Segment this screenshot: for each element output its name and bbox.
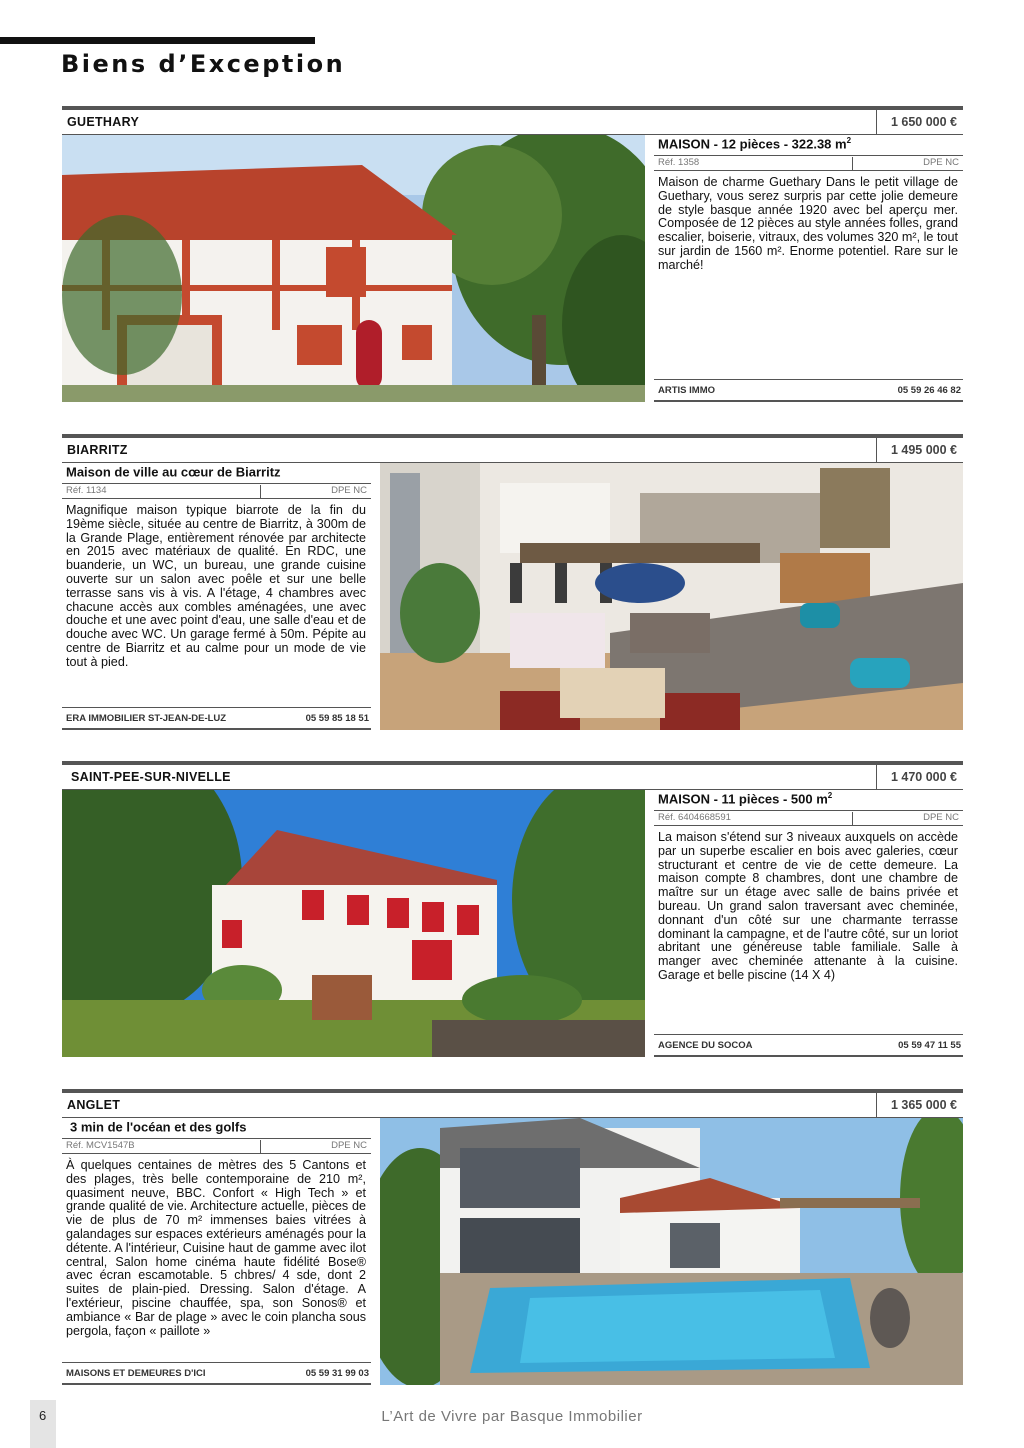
listing-description: La maison s'étend sur 3 niveaux auxquels on accède par un superbe escalier en bois avec galeries, cœur structurant et centre de vie de cette demeure. La maison compte 8 chambres, dont une chambre de maître sur un étage avec salle de bains privée et bureau. Un grand salon traversant avec cheminée, donnant d'un côté sur une charmante terrasse dominant la campagne, et de l'autre côté, sur un loriot abritant une généreuse table familiale. Salle à manger avec cheminée attenante à la cuisine. Garage et belle piscine (14 X 4) [658,830,958,982]
top-accent-bar [0,37,315,44]
price-box [876,1093,963,1117]
listing-photo[interactable] [380,463,963,730]
listing-footer [654,379,963,402]
listing-info [654,135,963,402]
listing-photo[interactable] [62,135,645,402]
listing-header [62,434,963,463]
agency-phone[interactable]: 05 59 26 46 82 [897,385,961,396]
listing-price: 1 470 000 € [890,770,957,784]
listing-saint-pee[interactable] [62,761,963,1061]
page-footer: L’Art de Vivre par Basque Immobilier [381,1408,643,1425]
listing-header [62,761,963,790]
listing-city: BIARRITZ [67,443,128,457]
page-number: 6 [39,1408,47,1423]
listing-biarritz[interactable] [62,434,963,734]
listing-title: MAISON - 12 pièces - 322.38 $m^2$ [658,136,852,152]
listing-title: MAISON - 11 pièces - 500 $m^2$ [658,791,833,807]
listing-info [62,1118,371,1385]
listing-price: 1 365 000 € [890,1098,957,1112]
listing-city: GUETHARY [67,115,140,129]
listing-dpe: DPE NC [260,485,367,498]
listing-anglet[interactable] [62,1089,963,1389]
agency-name[interactable]: AGENCE DU SOCOA [658,1040,753,1051]
listing-info [654,790,963,1057]
agency-phone[interactable]: 05 59 47 11 55 [898,1040,961,1051]
listing-footer [62,1362,371,1385]
ref-row [654,155,963,171]
listing-guethary[interactable] [62,106,963,406]
listing-footer [62,707,371,730]
ref-row [62,1138,371,1154]
listing-price: 1 650 000 € [890,115,957,129]
listing-header [62,106,963,135]
listing-title: Maison de ville au cœur de Biarritz [66,464,281,480]
listing-dpe: DPE NC [260,1140,367,1153]
listing-ref: Réf. 1134 [66,485,107,496]
listing-ref: Réf. 6404668591 [658,812,731,823]
price-box [876,110,963,134]
listing-ref: Réf. 1358 [658,157,700,168]
agency-phone[interactable]: 05 59 85 18 51 [305,713,369,724]
listing-info [62,463,371,730]
price-box [876,438,963,462]
listing-ref: Réf. MCV1547B [66,1140,135,1151]
listing-description: Maison de charme Guethary Dans le petit village de Guethary, vous serez surpris par cette jolie demeure de style basque année 1920 avec bel aperçu mer. Composée de 12 pièces au style années folles, grand escalier, boiserie, vitraux, des volumes 320 m², le tout sur jardin de 1560 m². Enorme potentiel. Rare sur le marché! [658,175,958,272]
agency-phone[interactable]: 05 59 31 99 03 [305,1368,369,1379]
listing-price: 1 495 000 € [890,443,957,457]
listing-footer [654,1034,963,1057]
ref-row [62,483,371,499]
listing-photo[interactable] [380,1118,963,1385]
agency-name[interactable]: MAISONS ET DEMEURES D'ICI [66,1368,206,1379]
agency-name[interactable]: ARTIS IMMO [658,385,715,396]
listing-dpe: DPE NC [852,157,959,170]
agency-name[interactable]: ERA IMMOBILIER ST-JEAN-DE-LUZ [66,713,227,724]
listing-photo[interactable] [62,790,645,1057]
listing-dpe: DPE NC [852,812,959,825]
listing-title: 3 min de l'océan et des golfs [70,1119,247,1135]
listing-description: Magnifique maison typique biarrote de la fin du 19ème siècle, située au centre de Biarritz, à 300m de la Grande Plage, entièrement rénovée par architecte en 2015 avec matériaux de qualité. En RDC, une buanderie, un WC, un bureau, une grande cuisine ouverte sur un salon avec poêle et sur une belle terrasse sans vis à vis. A l'étage, 4 chambres avec chacune accès aux combles aménagées, une avec douche et une avec point d'eau, une salle d'eau et de douche avec WC. Un garage fermé à 50m. Pépite au centre de Biarritz et au calme pour un mode de vie tout à pied. [66,503,366,669]
listing-city: ANGLET [67,1098,121,1112]
ref-row [654,810,963,826]
listing-header [62,1089,963,1118]
listing-description: À quelques centaines de mètres des 5 Cantons et des plages, très belle contemporaine de 210 m², quasiment neuve, BBC. Confort « High Tech » et grande qualité de vie. Architecture actuelle, pièces de vie de plus de 70 m² immenses baies vitrées à galandages sur espaces extérieurs aménagés pour la détente. A l'intérieur, Cuisine haut de gamme avec ilot central, Salon home cinéma haute fidélité Bose® avec écran escamotable. 5 chbres/ 4 sde, dont 2 suites de plain-pied. Dressing. Salon d'étage. A l'extérieur, piscine chauffée, spa, son Sonos® et ambiance « Bar de plage » avec le coin plancha sous pergola, façon « paillote » [66,1158,366,1338]
listing-city: SAINT-PEE-SUR-NIVELLE [71,770,231,784]
price-box [876,765,963,789]
page-title: Biens d’Exception [61,50,346,78]
